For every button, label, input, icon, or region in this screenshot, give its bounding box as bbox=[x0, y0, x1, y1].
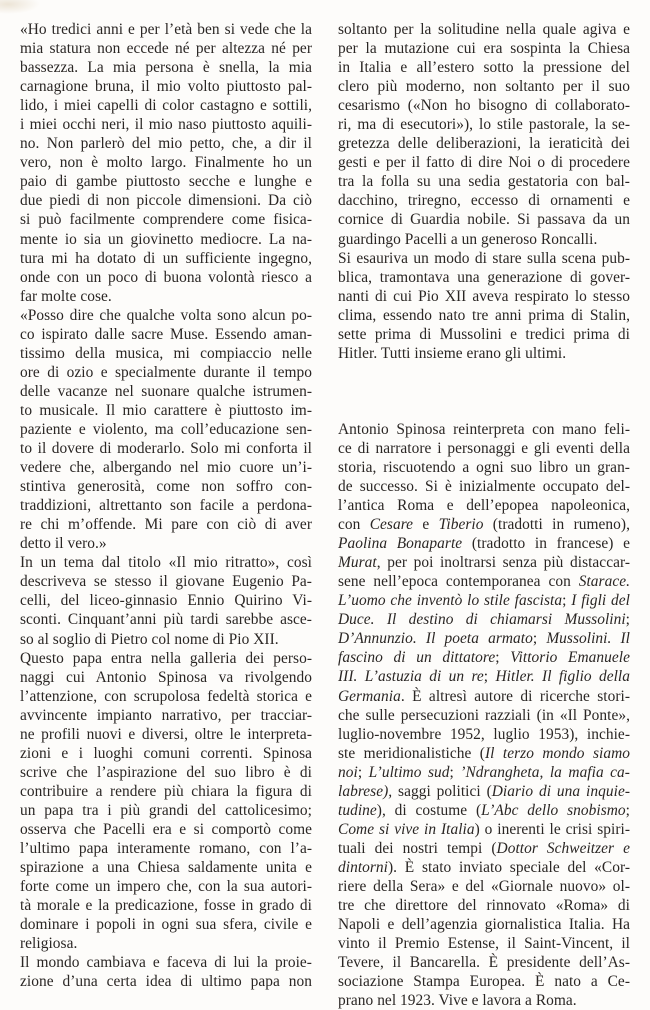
text-line: fascino di un dittatore; Vittorio Emanuele bbox=[338, 649, 630, 667]
text-line: Si esauriva un modo di stare sulla scena pub- bbox=[338, 249, 630, 267]
text-line: ne profili nuovi e diversi, oltre le interpreta- bbox=[20, 725, 312, 743]
text-line: In un tema dal titolo «Il mio ritratto», così bbox=[20, 554, 312, 572]
right-column bbox=[338, 20, 630, 1010]
text-line: tura mi ha dotato di un sufficiente ingegno, bbox=[20, 249, 312, 267]
text-line: so al soglio di Pietro col nome di Pio XII. bbox=[20, 630, 279, 648]
text-line: ri, ma di esecutori»), lo stile pastorale, la se- bbox=[338, 116, 630, 134]
text-line: re chi m’offende. Mi pare con ciò di aver bbox=[20, 516, 312, 534]
text-line: guardingo Pacelli a un generoso Roncalli. bbox=[338, 230, 598, 248]
text-line: Napoli e dell’agenzia giornalistica Italia. Ha bbox=[338, 916, 630, 934]
author-biography bbox=[338, 420, 630, 1010]
text-line: zioni e i luoghi comuni correnti. Spinosa bbox=[20, 744, 312, 762]
text-line: dacchino, triregno, eccesso di ornamenti e bbox=[338, 192, 630, 210]
text-line: Duce. Il destino di chiamarsi Mussolini; bbox=[338, 611, 630, 629]
text-line: Tevere, il Bancarella. È presidente dell’As- bbox=[338, 954, 630, 972]
text-line: bassezza. La mia persona è snella, la mia bbox=[20, 59, 312, 77]
text-line: Hitler. Tutti insieme erano gli ultimi. bbox=[338, 344, 567, 362]
text-line: to musicale. Il mio carattere è piuttosto im- bbox=[20, 401, 312, 419]
text-line: l’antica Roma e dell’epopea napoleonica, bbox=[338, 497, 630, 515]
text-line: de successo. Si è inizialmente occupato del- bbox=[338, 477, 630, 495]
text-line: sette prima di Mussolini e tredici prima di bbox=[338, 325, 630, 343]
text-line: lido, i miei capelli di color castagno e sottili, bbox=[20, 97, 312, 115]
text-line: tudine), di costume (L’Abc dello snobismo; bbox=[338, 801, 630, 819]
text-line: vinto il Premio Estense, il Saint-Vincent, il bbox=[338, 935, 630, 953]
text-line: Il mondo cambiava e faceva di lui la proie- bbox=[20, 954, 312, 972]
text-line: detto il vero.» bbox=[20, 535, 107, 553]
text-line: co ispirato dalle sacre Muse. Essendo aman- bbox=[20, 325, 312, 343]
text-line: l’attenzione, con scrupolosa fedeltà storica e bbox=[20, 687, 312, 705]
text-line: sene nell’epoca contemporanea con Starace. bbox=[338, 573, 630, 591]
text-line: celli, del liceo-ginnasio Ennio Quirino Vi- bbox=[20, 592, 312, 610]
text-line: forte come un impero che, con la sua autori- bbox=[20, 878, 312, 896]
text-line: noi; L’ultimo sud; ’Ndrangheta, la mafia ca- bbox=[338, 763, 630, 781]
text-line: religiosa. bbox=[20, 935, 78, 953]
text-line: D’Annunzio. Il poeta armato; Mussolini. Il bbox=[338, 630, 630, 648]
text-line: ste meridionalistiche (Il terzo mondo siamo bbox=[338, 744, 630, 762]
text-line: «Ho tredici anni e per l’età ben si vede che la bbox=[20, 21, 312, 38]
text-line: no. Non parlerò del mio petto, che, a dir il bbox=[20, 135, 312, 153]
text-line: mente io sia un giovinetto mediocre. La na- bbox=[20, 230, 312, 248]
text-line: Come si vive in Italia) o inerenti le crisi spiri- bbox=[338, 820, 630, 838]
text-line: nanti di cui Pio XII aveva respirato lo stesso bbox=[338, 287, 630, 305]
text-line: osserva che Pacelli era e si comportò come bbox=[20, 820, 312, 838]
text-line: che sulle persecuzioni razziali (in «Il Ponte», bbox=[338, 706, 630, 724]
left-column bbox=[20, 20, 312, 991]
text-line: due piedi di non piccole dimensioni. Da ciò bbox=[20, 192, 312, 210]
text-line: paziente e violento, ma coll’educazione sen- bbox=[20, 420, 312, 438]
text-line: labrese), saggi politici (Diario di una inquie- bbox=[338, 782, 631, 800]
text-line: per la mutazione cui era sospinta la Chiesa bbox=[338, 40, 630, 58]
text-line: Paolina Bonaparte (tradotto in francese) e bbox=[338, 535, 630, 553]
text-line: un papa tra i più grandi del cattolicesimo; bbox=[20, 801, 312, 819]
text-line: si può facilmente comprendere come fisica- bbox=[20, 211, 312, 229]
text-line: vero, non è molto largo. Finalmente ho un bbox=[20, 154, 312, 172]
text-line: cesarismo («Non ho bisogno di collaborato- bbox=[338, 97, 630, 115]
text-line: prano nel 1923. Vive e lavora a Roma. bbox=[338, 992, 577, 1010]
text-line: III. L’astuzia di un re; Hitler. Il figlio della bbox=[338, 668, 630, 686]
text-line: gretezza delle deliberazioni, la ieraticità dei bbox=[338, 135, 630, 153]
text-line: gesti e per il fatto di dire Noi o di procedere bbox=[338, 154, 630, 172]
text-line: l’ultimo papa interamente romano, con l’a- bbox=[20, 840, 312, 858]
text-line: sconti. Cinquant’anni più tardi sarebbe asce- bbox=[20, 611, 312, 629]
text-line: cornice di Guardia nobile. Si passava da un bbox=[338, 211, 630, 229]
text-line: scrive che l’aspirazione del suo libro è di bbox=[20, 763, 312, 781]
text-line: avvincente impianto narrativo, per tracciar- bbox=[20, 706, 312, 724]
text-line: con Cesare e Tiberio (tradotti in rumeno), bbox=[338, 516, 630, 534]
text-line: clero più moderno, non soltanto per il suo bbox=[338, 78, 630, 96]
text-line: onde con un poco di buona volontà riesco a bbox=[20, 268, 312, 286]
text-line: i miei occhi neri, il mio naso piuttosto aquili- bbox=[20, 116, 312, 134]
text-line: sociazione Stampa Europea. È nato a Ce- bbox=[338, 973, 630, 991]
text-line: paio di gambe piuttosto secche e lunghe e bbox=[20, 173, 312, 191]
text-line: tuali dei nostri tempi (Dottor Schweitzer e bbox=[338, 839, 631, 857]
text-line: Questo papa entra nella galleria dei perso- bbox=[20, 649, 312, 667]
text-line: soltanto per la solitudine nella quale agiva e bbox=[338, 21, 630, 38]
text-line: Antonio Spinosa reinterpreta con mano feli- bbox=[338, 420, 630, 438]
text-line: to il dovere di moderarlo. Solo mi conforta il bbox=[20, 440, 312, 458]
text-line: in Italia e all’estero sotto la pressione del bbox=[338, 59, 630, 77]
text-line: dintorni). È stato inviato speciale del «Cor- bbox=[338, 858, 630, 876]
text-line: Germania. È altresì autore di ricerche stori- bbox=[338, 687, 630, 705]
text-line: dominare i popoli in ogni sua sfera, civile e bbox=[20, 916, 312, 934]
text-line: naggi cui Antonio Spinosa va rivolgendo bbox=[20, 668, 312, 686]
text-line: ore di ozio e specialmente durante il tempo bbox=[20, 363, 312, 381]
text-line: delle vacanze nel suonare qualche istrumen- bbox=[20, 382, 312, 400]
text-line: tre che direttore del rinnovato «Roma» di bbox=[338, 897, 630, 915]
text-line: contribuire a rendere più chiara la figura di bbox=[20, 782, 312, 800]
text-line: far molte cose. bbox=[20, 287, 112, 305]
text-line: tra la folla su una sedia gestatoria con bal- bbox=[338, 173, 630, 191]
text-line: spirazione a una Chiesa saldamente unita e bbox=[20, 859, 312, 877]
text-line: traddizioni, altrettanto son facile a perdona- bbox=[20, 497, 312, 515]
text-line: riere della Sera» e del «Giornale nuovo» ol- bbox=[338, 877, 630, 895]
text-line: stintiva generosità, come non soffro con- bbox=[20, 478, 312, 496]
essay-continuation bbox=[338, 20, 630, 363]
text-line: tissimo della musica, mi compiaccio nelle bbox=[20, 344, 312, 362]
section-gap bbox=[338, 363, 630, 420]
text-line: luglio-novembre 1952, luglio 1953), inchie- bbox=[338, 725, 630, 743]
text-line: Murat, per poi inoltrarsi senza più distaccar- bbox=[338, 554, 630, 572]
text-line: tà morale e la predicazione, fosse in grado di bbox=[20, 897, 312, 915]
paper-stain bbox=[0, 0, 40, 14]
text-line: storia, riscuotendo a ogni suo libro un gran- bbox=[338, 458, 630, 476]
text-line: descriveva se stesso il giovane Eugenio Pa- bbox=[20, 573, 312, 591]
text-line: clima, essendo nato tre anni prima di Stalin, bbox=[338, 306, 630, 324]
text-line: «Posso dire che qualche volta sono alcun po- bbox=[20, 306, 312, 324]
text-line: vedere che, albergando nel mio cuore un’i- bbox=[20, 459, 312, 477]
text-line: carnagione bruna, il mio volto piuttosto pal- bbox=[20, 78, 312, 96]
text-line: mia statura non eccede né per altezza né per bbox=[20, 40, 312, 58]
text-line: ce di narratore i personaggi e gli eventi della bbox=[338, 439, 630, 457]
text-line: zione d’una certa idea di ultimo papa non bbox=[20, 973, 312, 991]
text-line: blica, tramontava una generazione di gover- bbox=[338, 268, 630, 286]
text-line: L’uomo che inventò lo stile fascista; I figli del bbox=[338, 592, 630, 610]
